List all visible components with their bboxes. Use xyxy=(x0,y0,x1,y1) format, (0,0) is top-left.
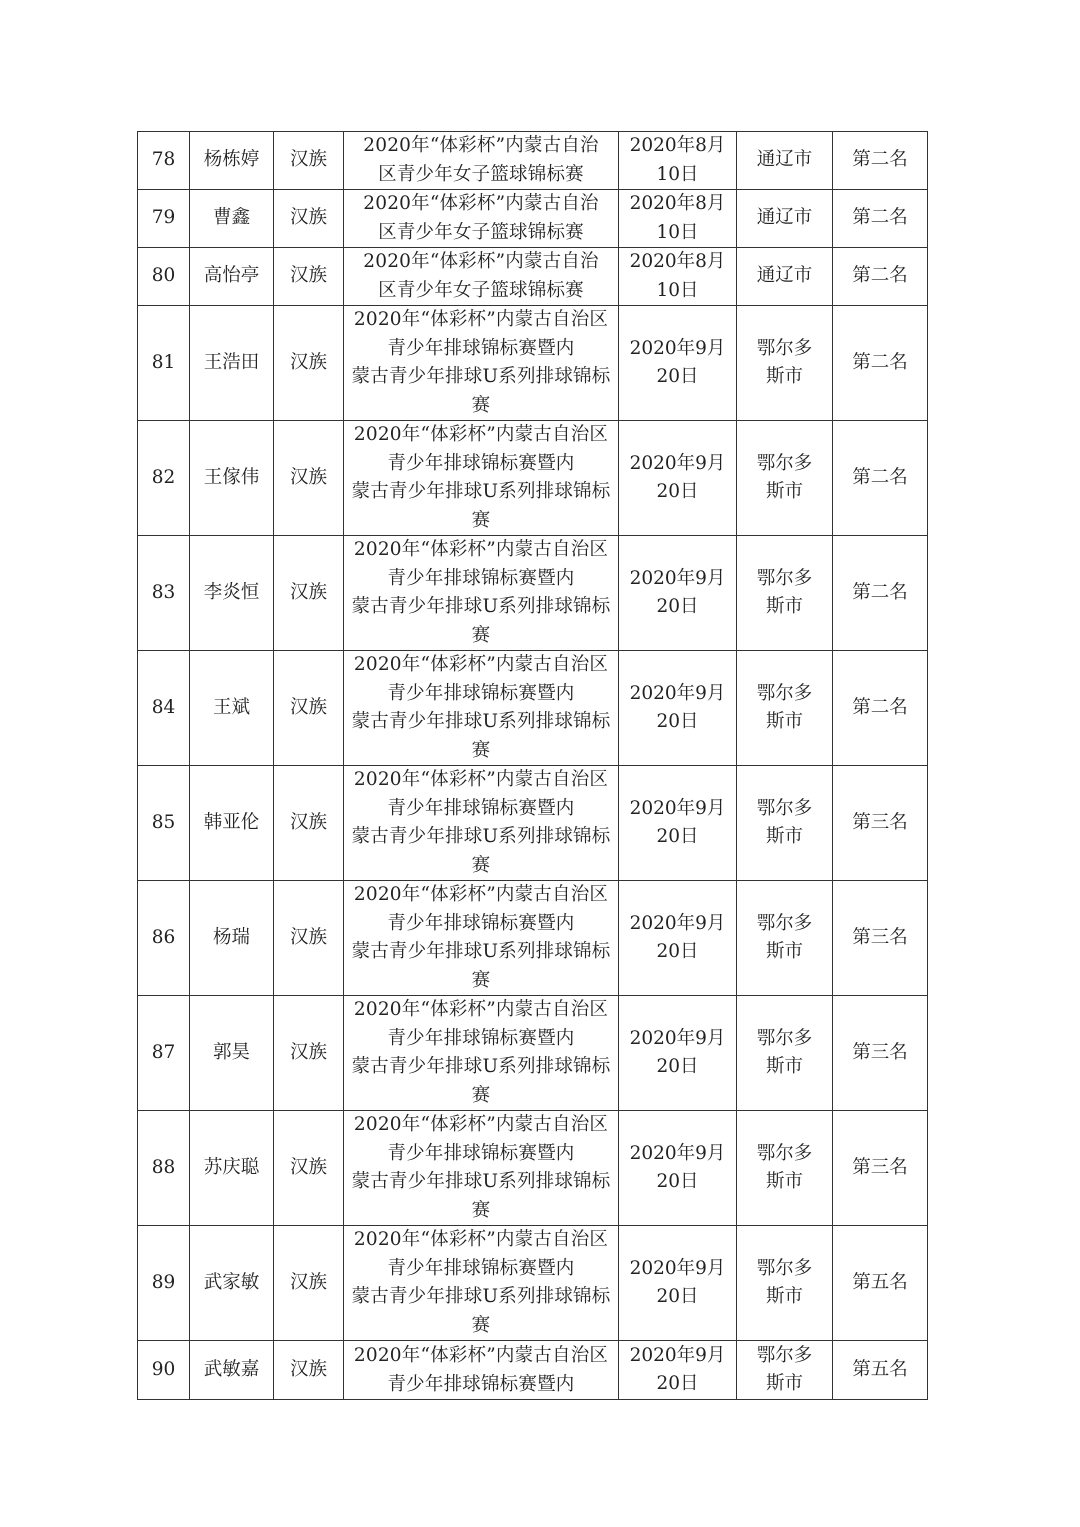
date-cell-line: 2020年9月 xyxy=(629,1027,726,1049)
date-cell-line: 2020年9月 xyxy=(629,567,726,589)
event-cell-line: 赛 xyxy=(471,969,491,991)
location-cell xyxy=(737,190,833,248)
date-cell-line: 2020年9月 xyxy=(629,912,726,934)
event-cell-line: 2020年“体彩杯”内蒙古自治区 xyxy=(353,999,609,1020)
location-cell xyxy=(737,1226,833,1341)
ethnicity-cell: 汉族 xyxy=(274,881,344,996)
location-cell-line: 鄂尔多 xyxy=(756,1027,813,1049)
location-cell xyxy=(737,421,833,536)
location-cell-line: 斯市 xyxy=(765,481,803,502)
event-cell xyxy=(344,1341,619,1400)
location-cell-line: 鄂尔多 xyxy=(756,567,813,589)
event-cell-line: 青少年排球锦标赛暨内 xyxy=(387,1373,575,1395)
event-cell-line: 区青少年女子篮球锦标赛 xyxy=(378,279,584,301)
event-cell xyxy=(344,881,619,996)
location-cell-line: 斯市 xyxy=(765,1171,803,1192)
table-row xyxy=(138,190,928,248)
event-cell-line: 2020年“体彩杯”内蒙古自治区 xyxy=(353,1229,609,1250)
ethnicity-cell: 汉族 xyxy=(274,248,344,306)
ethnicity-cell: 汉族 xyxy=(274,132,344,190)
event-cell xyxy=(344,190,619,248)
event-cell-line: 青少年排球锦标赛暨内 xyxy=(387,567,575,589)
event-cell-line: 赛 xyxy=(471,739,491,761)
location-cell-line: 通辽市 xyxy=(756,149,813,171)
location-cell-line: 鄂尔多 xyxy=(756,1142,813,1164)
date-cell xyxy=(619,1111,737,1226)
date-cell-line: 2020年9月 xyxy=(629,1257,726,1279)
location-cell-line: 鄂尔多 xyxy=(756,337,813,359)
event-cell-line: 蒙古青少年排球U系列排球锦标 xyxy=(351,1171,611,1192)
location-cell-line: 通辽市 xyxy=(756,207,813,229)
rank-cell: 第五名 xyxy=(833,1341,928,1400)
location-cell xyxy=(737,766,833,881)
event-cell-line: 蒙古青少年排球U系列排球锦标 xyxy=(351,366,611,387)
ethnicity-cell: 汉族 xyxy=(274,651,344,766)
row-number-cell: 90 xyxy=(138,1341,190,1400)
location-cell xyxy=(737,248,833,306)
event-cell-line: 青少年排球锦标赛暨内 xyxy=(387,337,575,359)
date-cell-line: 10日 xyxy=(656,221,699,243)
table-row xyxy=(138,1341,928,1400)
event-cell-line: 蒙古青少年排球U系列排球锦标 xyxy=(351,711,611,732)
rank-cell: 第二名 xyxy=(833,306,928,421)
location-cell-line: 斯市 xyxy=(765,941,803,962)
event-cell-line: 蒙古青少年排球U系列排球锦标 xyxy=(351,1286,611,1307)
name-cell: 武敏嘉 xyxy=(190,1341,274,1400)
date-cell-line: 20日 xyxy=(656,1286,699,1307)
event-cell-line: 区青少年女子篮球锦标赛 xyxy=(378,163,584,185)
row-number-cell: 78 xyxy=(138,132,190,190)
ethnicity-cell: 汉族 xyxy=(274,306,344,421)
ethnicity-cell: 汉族 xyxy=(274,421,344,536)
location-cell-line: 鄂尔多 xyxy=(756,797,813,819)
event-cell-line: 青少年排球锦标赛暨内 xyxy=(387,797,575,819)
rank-cell: 第二名 xyxy=(833,248,928,306)
table-row xyxy=(138,132,928,190)
date-cell xyxy=(619,881,737,996)
event-cell-line: 青少年排球锦标赛暨内 xyxy=(387,452,575,474)
date-cell-line: 2020年9月 xyxy=(629,337,726,359)
ethnicity-cell: 汉族 xyxy=(274,536,344,651)
date-cell-line: 10日 xyxy=(656,163,699,185)
event-cell-line: 蒙古青少年排球U系列排球锦标 xyxy=(351,481,611,502)
row-number-cell: 82 xyxy=(138,421,190,536)
row-number-cell: 84 xyxy=(138,651,190,766)
rank-cell: 第三名 xyxy=(833,766,928,881)
date-cell xyxy=(619,536,737,651)
event-cell-line: 2020年“体彩杯”内蒙古自治区 xyxy=(353,769,609,790)
name-cell: 高怡亭 xyxy=(190,248,274,306)
ethnicity-cell: 汉族 xyxy=(274,766,344,881)
name-cell: 曹鑫 xyxy=(190,190,274,248)
location-cell-line: 斯市 xyxy=(765,826,803,847)
event-cell-line: 青少年排球锦标赛暨内 xyxy=(387,1027,575,1049)
event-cell-line: 蒙古青少年排球U系列排球锦标 xyxy=(351,596,611,617)
row-number-cell: 85 xyxy=(138,766,190,881)
row-number-cell: 81 xyxy=(138,306,190,421)
event-cell-line: 2020年“体彩杯”内蒙古自治 xyxy=(363,251,599,272)
event-cell xyxy=(344,306,619,421)
name-cell: 杨栋婷 xyxy=(190,132,274,190)
event-cell-line: 青少年排球锦标赛暨内 xyxy=(387,1142,575,1164)
event-cell xyxy=(344,651,619,766)
ethnicity-cell: 汉族 xyxy=(274,1226,344,1341)
row-number-cell: 89 xyxy=(138,1226,190,1341)
location-cell-line: 斯市 xyxy=(765,366,803,387)
date-cell xyxy=(619,996,737,1111)
rank-cell: 第二名 xyxy=(833,132,928,190)
event-cell-line: 2020年“体彩杯”内蒙古自治区 xyxy=(353,654,609,675)
table-row xyxy=(138,651,928,766)
event-cell xyxy=(344,536,619,651)
date-cell-line: 2020年9月 xyxy=(629,1142,726,1164)
date-cell xyxy=(619,190,737,248)
location-cell-line: 斯市 xyxy=(765,1373,803,1394)
rank-cell: 第五名 xyxy=(833,1226,928,1341)
location-cell-line: 斯市 xyxy=(765,596,803,617)
name-cell: 杨瑞 xyxy=(190,881,274,996)
date-cell xyxy=(619,1341,737,1400)
date-cell xyxy=(619,1226,737,1341)
location-cell xyxy=(737,996,833,1111)
event-cell-line: 赛 xyxy=(471,1084,491,1106)
date-cell xyxy=(619,651,737,766)
row-number-cell: 87 xyxy=(138,996,190,1111)
event-cell-line: 2020年“体彩杯”内蒙古自治区 xyxy=(353,539,609,560)
event-cell xyxy=(344,421,619,536)
rank-cell: 第三名 xyxy=(833,881,928,996)
event-cell-line: 赛 xyxy=(471,1199,491,1221)
event-cell xyxy=(344,248,619,306)
awards-table xyxy=(137,131,928,1400)
date-cell-line: 20日 xyxy=(656,826,699,847)
date-cell-line: 20日 xyxy=(656,596,699,617)
location-cell-line: 斯市 xyxy=(765,1286,803,1307)
event-cell-line: 赛 xyxy=(471,394,491,416)
location-cell-line: 鄂尔多 xyxy=(756,682,813,704)
event-cell-line: 区青少年女子篮球锦标赛 xyxy=(378,221,584,243)
event-cell-line: 赛 xyxy=(471,1314,491,1336)
event-cell xyxy=(344,1111,619,1226)
ethnicity-cell: 汉族 xyxy=(274,1111,344,1226)
date-cell-line: 20日 xyxy=(656,1056,699,1077)
event-cell-line: 赛 xyxy=(471,509,491,531)
date-cell xyxy=(619,306,737,421)
event-cell-line: 蒙古青少年排球U系列排球锦标 xyxy=(351,941,611,962)
event-cell-line: 2020年“体彩杯”内蒙古自治区 xyxy=(353,1114,609,1135)
location-cell-line: 鄂尔多 xyxy=(756,1257,813,1279)
date-cell-line: 20日 xyxy=(656,366,699,387)
name-cell: 郭昊 xyxy=(190,996,274,1111)
rank-cell: 第二名 xyxy=(833,651,928,766)
date-cell xyxy=(619,248,737,306)
row-number-cell: 79 xyxy=(138,190,190,248)
date-cell-line: 2020年8月 xyxy=(629,251,726,272)
table-row xyxy=(138,421,928,536)
row-number-cell: 80 xyxy=(138,248,190,306)
event-cell-line: 2020年“体彩杯”内蒙古自治区 xyxy=(353,1345,609,1366)
date-cell xyxy=(619,766,737,881)
location-cell-line: 斯市 xyxy=(765,1056,803,1077)
event-cell-line: 蒙古青少年排球U系列排球锦标 xyxy=(351,826,611,847)
event-cell-line: 青少年排球锦标赛暨内 xyxy=(387,912,575,934)
location-cell-line: 鄂尔多 xyxy=(756,1344,813,1366)
table-row xyxy=(138,1226,928,1341)
location-cell xyxy=(737,881,833,996)
table-row xyxy=(138,306,928,421)
ethnicity-cell: 汉族 xyxy=(274,190,344,248)
location-cell xyxy=(737,1111,833,1226)
location-cell-line: 斯市 xyxy=(765,711,803,732)
name-cell: 王斌 xyxy=(190,651,274,766)
date-cell-line: 2020年8月 xyxy=(629,135,726,156)
rank-cell: 第三名 xyxy=(833,1111,928,1226)
location-cell xyxy=(737,651,833,766)
table-row xyxy=(138,536,928,651)
row-number-cell: 83 xyxy=(138,536,190,651)
name-cell: 苏庆聪 xyxy=(190,1111,274,1226)
date-cell-line: 20日 xyxy=(656,1373,699,1394)
name-cell: 武家敏 xyxy=(190,1226,274,1341)
date-cell-line: 2020年9月 xyxy=(629,452,726,474)
event-cell-line: 蒙古青少年排球U系列排球锦标 xyxy=(351,1056,611,1077)
location-cell-line: 鄂尔多 xyxy=(756,912,813,934)
table-row xyxy=(138,996,928,1111)
date-cell-line: 20日 xyxy=(656,711,699,732)
event-cell-line: 2020年“体彩杯”内蒙古自治区 xyxy=(353,884,609,905)
event-cell xyxy=(344,766,619,881)
date-cell-line: 2020年9月 xyxy=(629,1344,726,1366)
event-cell-line: 青少年排球锦标赛暨内 xyxy=(387,1257,575,1279)
row-number-cell: 86 xyxy=(138,881,190,996)
date-cell-line: 20日 xyxy=(656,481,699,502)
event-cell-line: 2020年“体彩杯”内蒙古自治区 xyxy=(353,309,609,330)
event-cell xyxy=(344,132,619,190)
table-row xyxy=(138,881,928,996)
event-cell-line: 青少年排球锦标赛暨内 xyxy=(387,682,575,704)
name-cell: 韩亚伦 xyxy=(190,766,274,881)
location-cell xyxy=(737,1341,833,1400)
event-cell-line: 赛 xyxy=(471,624,491,646)
name-cell: 王浩田 xyxy=(190,306,274,421)
date-cell-line: 20日 xyxy=(656,1171,699,1192)
event-cell-line: 2020年“体彩杯”内蒙古自治 xyxy=(363,135,599,156)
ethnicity-cell: 汉族 xyxy=(274,1341,344,1400)
event-cell-line: 赛 xyxy=(471,854,491,876)
location-cell xyxy=(737,132,833,190)
date-cell-line: 10日 xyxy=(656,279,699,301)
location-cell-line: 通辽市 xyxy=(756,265,813,287)
name-cell: 李炎恒 xyxy=(190,536,274,651)
row-number-cell: 88 xyxy=(138,1111,190,1226)
location-cell xyxy=(737,536,833,651)
event-cell-line: 2020年“体彩杯”内蒙古自治 xyxy=(363,193,599,214)
rank-cell: 第二名 xyxy=(833,190,928,248)
event-cell-line: 2020年“体彩杯”内蒙古自治区 xyxy=(353,424,609,445)
rank-cell: 第二名 xyxy=(833,536,928,651)
date-cell-line: 2020年9月 xyxy=(629,797,726,819)
table-row xyxy=(138,766,928,881)
date-cell-line: 2020年9月 xyxy=(629,682,726,704)
name-cell: 王傢伟 xyxy=(190,421,274,536)
ethnicity-cell: 汉族 xyxy=(274,996,344,1111)
location-cell-line: 鄂尔多 xyxy=(756,452,813,474)
event-cell xyxy=(344,1226,619,1341)
date-cell-line: 2020年8月 xyxy=(629,193,726,214)
table-row xyxy=(138,1111,928,1226)
rank-cell: 第二名 xyxy=(833,421,928,536)
rank-cell: 第三名 xyxy=(833,996,928,1111)
date-cell xyxy=(619,132,737,190)
location-cell xyxy=(737,306,833,421)
table-body xyxy=(138,132,928,1400)
date-cell xyxy=(619,421,737,536)
date-cell-line: 20日 xyxy=(656,941,699,962)
table-row xyxy=(138,248,928,306)
event-cell xyxy=(344,996,619,1111)
